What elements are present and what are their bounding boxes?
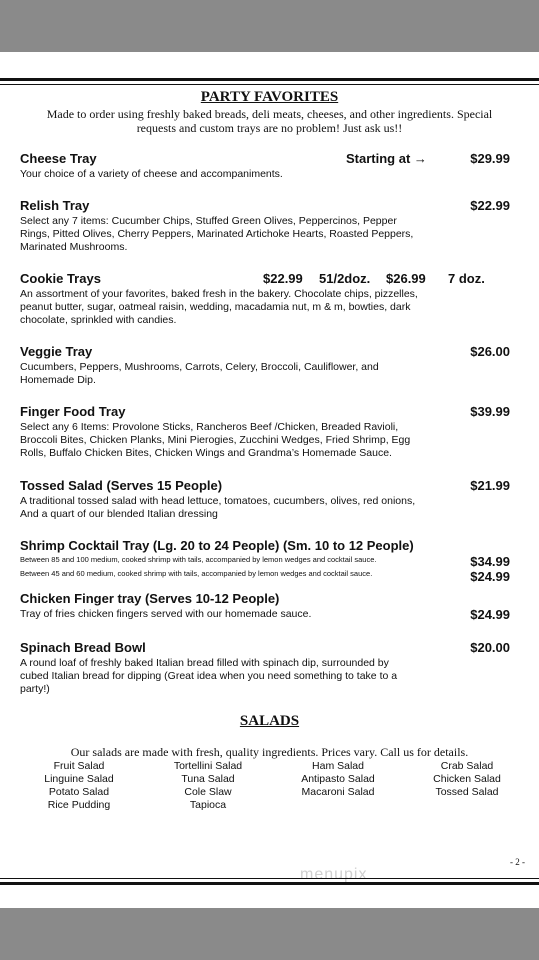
item-name: Veggie Tray	[20, 344, 93, 359]
item-desc-line: Marinated Mushrooms.	[20, 240, 128, 253]
menu-item-shrimp-cocktail-tray	[20, 538, 510, 584]
item-desc-line: cubed Italian bread for dipping (Great idea when you need something to take to a	[20, 669, 398, 682]
item-name: Finger Food Tray	[20, 404, 126, 419]
menu-item-veggie-tray	[20, 344, 510, 387]
page-number: - 2 -	[510, 857, 525, 867]
list-item: Rice Pudding	[47, 799, 111, 811]
list-item: Tortellini Salad	[173, 760, 243, 772]
item-desc-line: Tray of fries chicken fingers served with our homemade sauce.	[20, 608, 312, 620]
item-name: Relish Tray	[20, 198, 90, 213]
menu-item-spinach-bread-bowl	[20, 640, 510, 695]
item-desc-line: Between 45 and 60 medium, cooked shrimp with tails, accompanied by lemon wedges and cocktail sauce.	[20, 569, 373, 578]
cookie-qty-b: 7 doz.	[448, 271, 485, 286]
item-desc-line: And a quart of our blended Italian dressing	[20, 507, 218, 520]
salads-title: SALADS	[239, 713, 300, 729]
list-item: Cole Slaw	[184, 786, 232, 798]
bottom-rule-thin	[0, 878, 539, 879]
item-desc-line: Select any 7 items: Cucumber Chips, Stuffed Green Olives, Peppercinos, Pepper	[20, 215, 397, 227]
menu-item-finger-food-tray	[20, 404, 510, 459]
item-desc-line: Between 85 and 100 medium, cooked shrimp with tails, accompanied by lemon wedges and cocktail sauce.	[20, 555, 377, 564]
item-desc-line: chocolate, sprinkled with candies.	[20, 313, 177, 326]
item-desc-line: Cucumbers, Peppers, Mushrooms, Carrots, Celery, Broccoli, Cauliflower, and	[20, 361, 379, 373]
item-desc-line: peanut butter, sugar, oatmeal raisin, wedding, macadamia nut, m & m, bowties, dark	[20, 300, 411, 313]
intro-line-1: Made to order using freshly baked breads, deli meats, cheeses, and other ingredients. Special	[46, 107, 493, 121]
item-name: Chicken Finger tray (Serves 10-12 People)	[20, 591, 280, 606]
item-name: Spinach Bread Bowl	[20, 640, 146, 655]
top-rule-thin	[0, 84, 539, 85]
item-price: $22.99	[470, 198, 510, 213]
salads-intro: Our salads are made with fresh, quality ingredients. Prices vary. Call us for details.	[70, 745, 469, 759]
item-price: $29.99	[470, 151, 510, 166]
salads-column-3	[290, 760, 386, 799]
item-price: $39.99	[470, 404, 510, 419]
bottom-rule	[0, 882, 539, 885]
item-price: $26.00	[470, 344, 510, 359]
item-desc-line: Select any 6 Items: Provolone Sticks, Rancheros Beef /Chicken, Breaded Ravioli,	[20, 421, 399, 433]
list-item: Linguine Salad	[44, 773, 114, 785]
list-item: Macaroni Salad	[301, 786, 375, 798]
shrimp-price-large: $34.99	[470, 554, 510, 569]
item-desc-line: Broccoli Bites, Chicken Planks, Mini Pierogies, Zucchini Wedges, Fried Shrimp, Egg	[20, 433, 411, 446]
item-desc-line: Your choice of a variety of cheese and accompaniments.	[20, 168, 283, 180]
intro-line-2: requests and custom trays are no problem! Just ask us!!	[136, 121, 403, 135]
item-desc-line: party!)	[20, 682, 50, 695]
shrimp-price-small: $24.99	[470, 569, 510, 584]
item-price: $21.99	[470, 478, 510, 493]
cookie-price-a: $22.99	[263, 271, 303, 286]
item-desc-line: An assortment of your favorites, baked fresh in the bakery. Chocolate chips, pizzelles,	[20, 288, 418, 300]
salads-column-2	[160, 760, 256, 812]
menu-item-relish-tray	[20, 198, 510, 253]
menu-item-chicken-finger-tray	[20, 591, 510, 621]
list-item: Tossed Salad	[435, 786, 499, 798]
item-desc-line: A round loaf of freshly baked Italian bread filled with spinach dip, surrounded by	[20, 657, 389, 669]
page-title: PARTY FAVORITES	[200, 89, 339, 105]
list-item: Antipasto Salad	[301, 773, 375, 785]
list-item: Tuna Salad	[181, 773, 235, 785]
item-price: $24.99	[470, 607, 510, 622]
menu-item-cheese-tray	[20, 151, 510, 181]
list-item: Crab Salad	[440, 760, 494, 772]
cookie-qty-a: 51/2doz.	[319, 271, 371, 286]
item-desc-line: A traditional tossed salad with head lettuce, tomatoes, cucumbers, olives, red onions,	[20, 495, 416, 507]
watermark-logo: menupix	[300, 866, 368, 883]
list-item: Chicken Salad	[433, 773, 501, 785]
list-item: Tapioca	[189, 799, 227, 811]
cookie-price-b: $26.99	[386, 271, 426, 286]
salads-column-4	[421, 760, 513, 799]
menu-item-cookie-trays	[20, 271, 510, 326]
item-name: Cheese Tray	[20, 151, 97, 166]
menu-page	[0, 52, 539, 908]
menu-item-tossed-salad	[20, 478, 510, 521]
list-item: Potato Salad	[48, 786, 110, 798]
item-desc-line: Rolls, Buffalo Chicken Bites, Chicken Wings and Grandma’s Homemade Sauce.	[20, 446, 392, 459]
item-name: Cookie Trays	[20, 271, 101, 286]
list-item: Ham Salad	[312, 760, 364, 772]
list-item: Fruit Salad	[53, 760, 105, 772]
salads-column-1	[34, 760, 124, 812]
item-desc-line: Homemade Dip.	[20, 373, 96, 386]
item-price: $20.00	[470, 640, 510, 655]
starting-at-label: Starting at →	[346, 151, 427, 166]
item-desc-line: Rings, Pitted Olives, Cherry Peppers, Marinated Artichoke Hearts, Roasted Peppers,	[20, 227, 414, 240]
item-name: Tossed Salad (Serves 15 People)	[20, 478, 223, 493]
top-rule	[0, 78, 539, 81]
item-name: Shrimp Cocktail Tray (Lg. 20 to 24 People) (Sm. 10 to 12 People)	[20, 538, 414, 553]
